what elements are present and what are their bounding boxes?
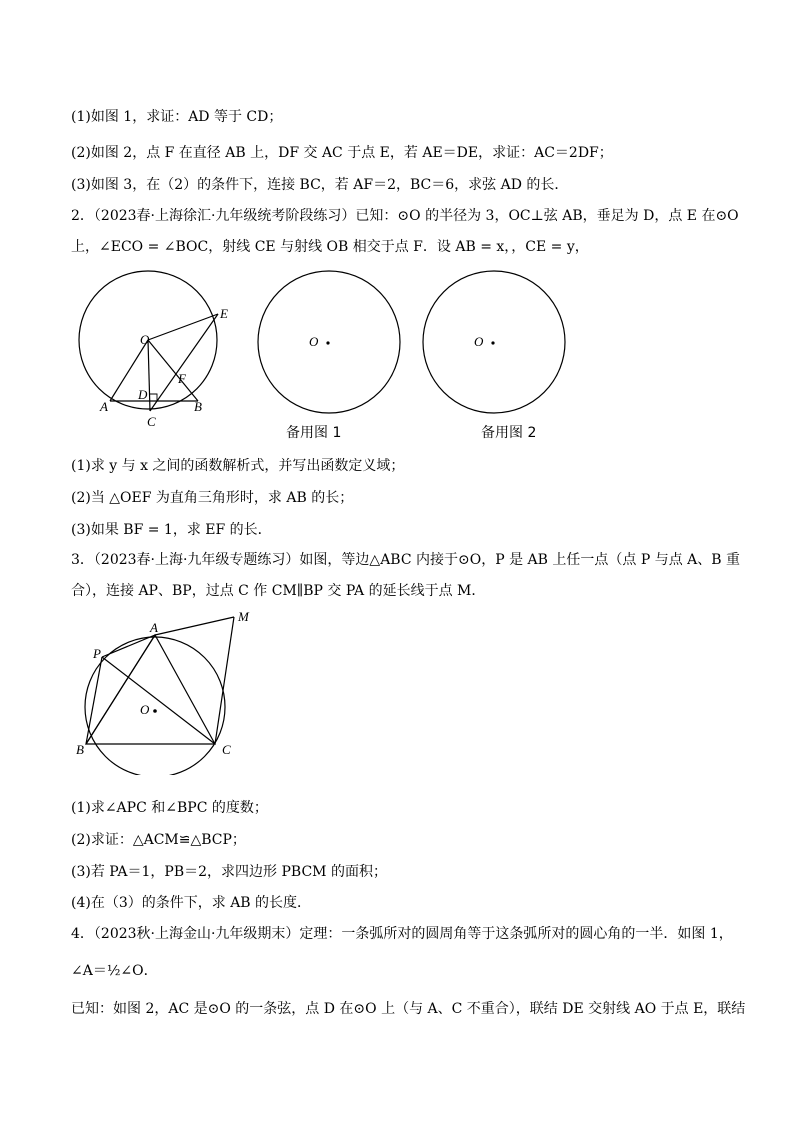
q2-part1: (1)求 y 与 x 之间的函数解析式，并写出函数定义域； — [71, 458, 405, 474]
fig3-label-C: C — [222, 742, 231, 757]
q1-part2: (2)如图 2，点 F 在直径 AB 上，DF 交 AC 于点 E，若 AE＝DE，求证：AC＝2DF； — [71, 145, 613, 161]
q4-given: 已知：如图 2，AC 是⊙O 的一条弦，点 D 在⊙O 上（与 A、C 不重合），联结 DE 交射线 AO 于点 E，联结 — [71, 1001, 746, 1017]
q2-stem-line2: 上，∠ECO = ∠BOC，射线 CE 与射线 OB 相交于点 F．设 AB = x，，CE = y， — [71, 239, 589, 255]
fig2-label-E: E — [220, 306, 228, 321]
fig2-label-A: A — [100, 399, 108, 414]
fig3-label-B: B — [76, 742, 84, 757]
fig2-label-C: C — [147, 414, 156, 429]
fig3-label-M: M — [238, 609, 249, 624]
spare2-caption: 备用图 2 — [481, 425, 537, 441]
fig2-label-B: B — [194, 399, 202, 414]
fig2-label-O: O — [140, 332, 150, 347]
q3-part2: (2)求证：△ACM≌△BCP； — [71, 832, 246, 848]
figure-q2-main — [70, 268, 240, 438]
q4-formula: ∠A＝½∠O． — [71, 963, 158, 979]
q2-part3: (3)如果 BF = 1，求 EF 的长． — [71, 522, 272, 538]
fig2-label-F: F — [178, 371, 186, 386]
fig3-label-A: A — [150, 620, 158, 635]
q3-stem-line2: 合），连接 AP、BP，过点 C 作 CM∥BP 交 PA 的延长线于点 M． — [71, 583, 486, 599]
q4-stem-line1: 4．（2023秋·上海金山·九年级期末）定理：一条弧所对的圆周角等于这条弧所对的圆心角的一半．如图 1， — [71, 926, 733, 942]
q1-part1: (1)如图 1，求证：AD 等于 CD； — [71, 109, 283, 125]
q3-part1: (1)求∠APC 和∠BPC 的度数； — [71, 800, 268, 816]
q2-part2: (2)当 △OEF 为直角三角形时，求 AB 的长； — [71, 490, 354, 506]
q3-part3: (3)若 PA＝1，PB＝2，求四边形 PBCM 的面积； — [71, 864, 387, 880]
fig3-label-P: P — [93, 646, 101, 661]
figure-spare-1 — [255, 268, 405, 418]
spare1-label-O: O — [309, 334, 319, 349]
fig2-label-D: D — [138, 387, 148, 402]
q2-stem-line1: 2．（2023春·上海徐汇·九年级统考阶段练习）已知：⊙O 的半径为 3，OC⊥弦 AB，垂足为 D，点 E 在⊙O — [71, 208, 739, 224]
q1-part3: (3)如图 3，在（2）的条件下，连接 BC，若 AF＝2，BC＝6，求弦 AD 的长． — [71, 177, 569, 193]
figure-spare-2 — [420, 268, 570, 418]
q3-stem-line1: 3．（2023春·上海·九年级专题练习）如图，等边△ABC 内接于⊙O，P 是 AB 上任一点（点 P 与点 A、B 重 — [71, 552, 741, 568]
figure-q3 — [70, 605, 270, 775]
fig3-label-O: O — [140, 702, 150, 717]
spare1-caption: 备用图 1 — [286, 425, 342, 441]
q3-part4: (4)在（3）的条件下，求 AB 的长度． — [71, 895, 312, 911]
spare2-label-O: O — [474, 334, 484, 349]
